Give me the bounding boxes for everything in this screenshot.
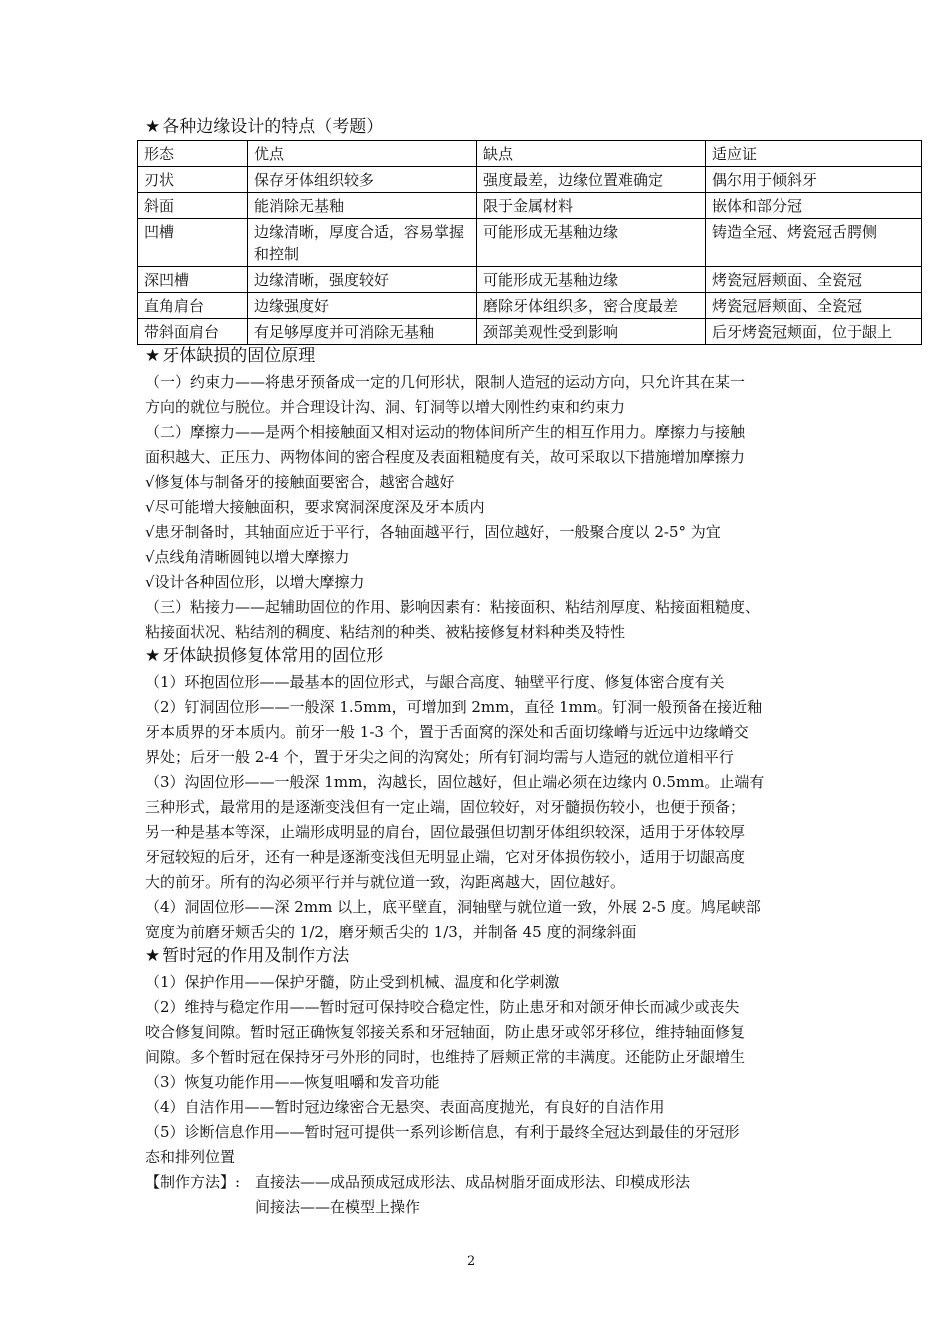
paragraph-line: √患牙制备时，其轴面应近于平行，各轴面越平行，固位越好，一般聚合度以 2-5° 为宜 [145, 523, 721, 541]
table-cell: 边缘清晰，强度较好 [248, 267, 477, 293]
paragraph-line: （1）保护作用——保护牙髓，防止受到机械、温度和化学刺激 [145, 973, 560, 991]
paragraph-line: 另一种是基本等深，止端形成明显的肩台，固位最强但切割牙体组织较深，适用于牙体较厚 [145, 823, 746, 841]
paragraph-line: 大的前牙。所有的沟必须平行并与就位道一致，沟距离越大，固位越好。 [145, 873, 626, 891]
table-cell: 凹槽 [138, 219, 248, 267]
table-cell: 带斜面肩台 [138, 319, 248, 345]
paragraph-line: （4）自洁作用——暂时冠边缘密合无悬突、表面高度抛光，有良好的自洁作用 [145, 1098, 665, 1116]
table-cell: 保存牙体组织较多 [248, 167, 477, 193]
table-cell: 磨除牙体组织多，密合度最差 [477, 293, 706, 319]
star-icon: ★ [145, 946, 161, 966]
table-cell: 直角肩台 [138, 293, 248, 319]
table-row [138, 267, 922, 293]
paragraph-line: √设计各种固位形，以增大摩擦力 [145, 573, 365, 591]
heading-text: 暂时冠的作用及制作方法 [162, 946, 350, 966]
heading-text: 各种边缘设计的特点（考题） [162, 117, 384, 137]
table-cell: 有足够厚度并可消除无基釉 [248, 319, 477, 345]
paragraph-line: 咬合修复间隙。暂时冠正确恢复邻接关系和牙冠轴面，防止患牙或邻牙移位，维持轴面修复 [145, 1023, 746, 1041]
table-cell: 后牙烤瓷冠颊面，位于龈上 [706, 319, 922, 345]
table-row [138, 167, 922, 193]
table-row [138, 319, 922, 345]
paragraph-line: 粘接面状况、粘结剂的稠度、粘结剂的种类、被粘接修复材料种类及特性 [145, 623, 626, 641]
heading-text: 牙体缺损的固位原理 [162, 346, 316, 366]
paragraph-line: （3）恢复功能作用——恢复咀嚼和发音功能 [145, 1073, 440, 1091]
paragraph-line: 宽度为前磨牙颊舌尖的 1/2，磨牙颊舌尖的 1/3，并制备 45 度的洞缘斜面 [145, 923, 637, 941]
section-heading-retention-principle [145, 344, 315, 368]
table-cell: 颈部美观性受到影响 [477, 319, 706, 345]
paragraph-line: （3）沟固位形——一般深 1mm，沟越长，固位越好，但止端必须在边缘内 0.5mm。止端有 [145, 773, 765, 791]
paragraph-line: （2）维持与稳定作用——暂时冠可保持咬合稳定性，防止患牙和对颌牙伸长而减少或丧失 [145, 998, 740, 1016]
paragraph-line: 牙冠较短的后牙，还有一种是逐渐变浅但无明显止端，它对牙体损伤较小，适用于切龈高度 [145, 848, 746, 866]
table-cell: 刃状 [138, 167, 248, 193]
paragraph-line: 态和排列位置 [145, 1148, 236, 1166]
section-heading-temporary-crown [145, 944, 349, 968]
table-header-cell: 优点 [248, 141, 477, 167]
star-icon: ★ [145, 646, 161, 666]
table-cell: 嵌体和部分冠 [706, 193, 922, 219]
paragraph-line: √修复体与制备牙的接触面要密合，越密合越好 [145, 473, 455, 491]
table-cell: 可能形成无基釉边缘 [477, 219, 706, 267]
table-row [138, 193, 922, 219]
table-cell: 强度最差，边缘位置难确定 [477, 167, 706, 193]
table-cell: 烤瓷冠唇颊面、全瓷冠 [706, 267, 922, 293]
table-header-cell: 形态 [138, 141, 248, 167]
table-cell: 限于金属材料 [477, 193, 706, 219]
paragraph-line: √点线角清晰圆钝以增大摩擦力 [145, 548, 350, 566]
paragraph-line: 方向的就位与脱位。并合理设计沟、洞、钉洞等以增大刚性约束和约束力 [145, 398, 626, 416]
page-number: 2 [467, 1254, 476, 1269]
table-cell: 可能形成无基釉边缘 [477, 267, 706, 293]
paragraph-line: （5）诊断信息作用——暂时冠可提供一系列诊断信息，有利于最终全冠达到最佳的牙冠形 [145, 1123, 740, 1141]
table-cell: 能消除无基釉 [248, 193, 477, 219]
method-line: 间接法——在模型上操作 [255, 1198, 421, 1216]
paragraph-line: √尽可能增大接触面积，要求窝洞深度深及牙本质内 [145, 498, 485, 516]
table-row [138, 219, 922, 267]
table-header-row [138, 141, 922, 167]
heading-text: 牙体缺损修复体常用的固位形 [162, 646, 384, 666]
table-header-cell: 缺点 [477, 141, 706, 167]
table-cell: 深凹槽 [138, 267, 248, 293]
paragraph-line: （1）环抱固位形——最基本的固位形式，与龈合高度、轴壁平行度、修复体密合度有关 [145, 673, 725, 691]
star-icon: ★ [145, 117, 161, 137]
table-cell: 烤瓷冠唇颊面、全瓷冠 [706, 293, 922, 319]
section-heading-retention-forms [145, 644, 383, 668]
star-icon: ★ [145, 346, 161, 366]
paragraph-line: 面积越大、正压力、两物体间的密合程度及表面粗糙度有关，故可采取以下措施增加摩擦力 [145, 448, 746, 466]
paragraph-line: （2）钉洞固位形——一般深 1.5mm，可增加到 2mm，直径 1mm。钉洞一般预备在接近釉 [145, 698, 763, 716]
paragraph-line: （二）摩擦力——是两个相接触面又相对运动的物体间所产生的相互作用力。摩擦力与接触 [145, 423, 746, 441]
paragraph-line: （三）粘接力——起辅助固位的作用、影响因素有：粘接面积、粘结剂厚度、粘接面粗糙度、 [145, 598, 761, 616]
table-cell: 偶尔用于倾斜牙 [706, 167, 922, 193]
table-header-cell: 适应证 [706, 141, 922, 167]
paragraph-line: 牙本质界的牙本质内。前牙一般 1-3 个，置于舌面窝的深处和舌面切缘嵴与近远中边缘嵴交 [145, 723, 749, 741]
paragraph-line: 界处；后牙一般 2-4 个，置于牙尖之间的沟窝处；所有钉洞均需与人造冠的就位道相平行 [145, 748, 734, 766]
table-cell: 铸造全冠、烤瓷冠舌腭侧 [706, 219, 922, 267]
table-cell: 斜面 [138, 193, 248, 219]
edge-design-table [137, 140, 922, 345]
method-line: 直接法——成品预成冠成形法、成品树脂牙面成形法、印模成形法 [255, 1173, 691, 1191]
paragraph-line: （4）洞固位形——深 2mm 以上，底平壁直，洞轴壁与就位道一致，外展 2-5 度。鸠尾峡部 [145, 898, 761, 916]
section-heading-edge-design [145, 115, 383, 139]
table-cell: 边缘清晰，厚度合适，容易掌握和控制 [248, 219, 477, 267]
table-row [138, 293, 922, 319]
method-label: 【制作方法】: [145, 1173, 241, 1191]
table-cell: 边缘强度好 [248, 293, 477, 319]
paragraph-line: 三种形式，最常用的是逐渐变浅但有一定止端，固位较好，对牙髓损伤较小，也便于预备； [145, 798, 746, 816]
paragraph-line: （一）约束力——将患牙预备成一定的几何形状，限制人造冠的运动方向，只允许其在某一 [145, 373, 746, 391]
paragraph-line: 间隙。多个暂时冠在保持牙弓外形的同时，也维持了唇颊正常的丰满度。还能防止牙龈增生 [145, 1048, 746, 1066]
